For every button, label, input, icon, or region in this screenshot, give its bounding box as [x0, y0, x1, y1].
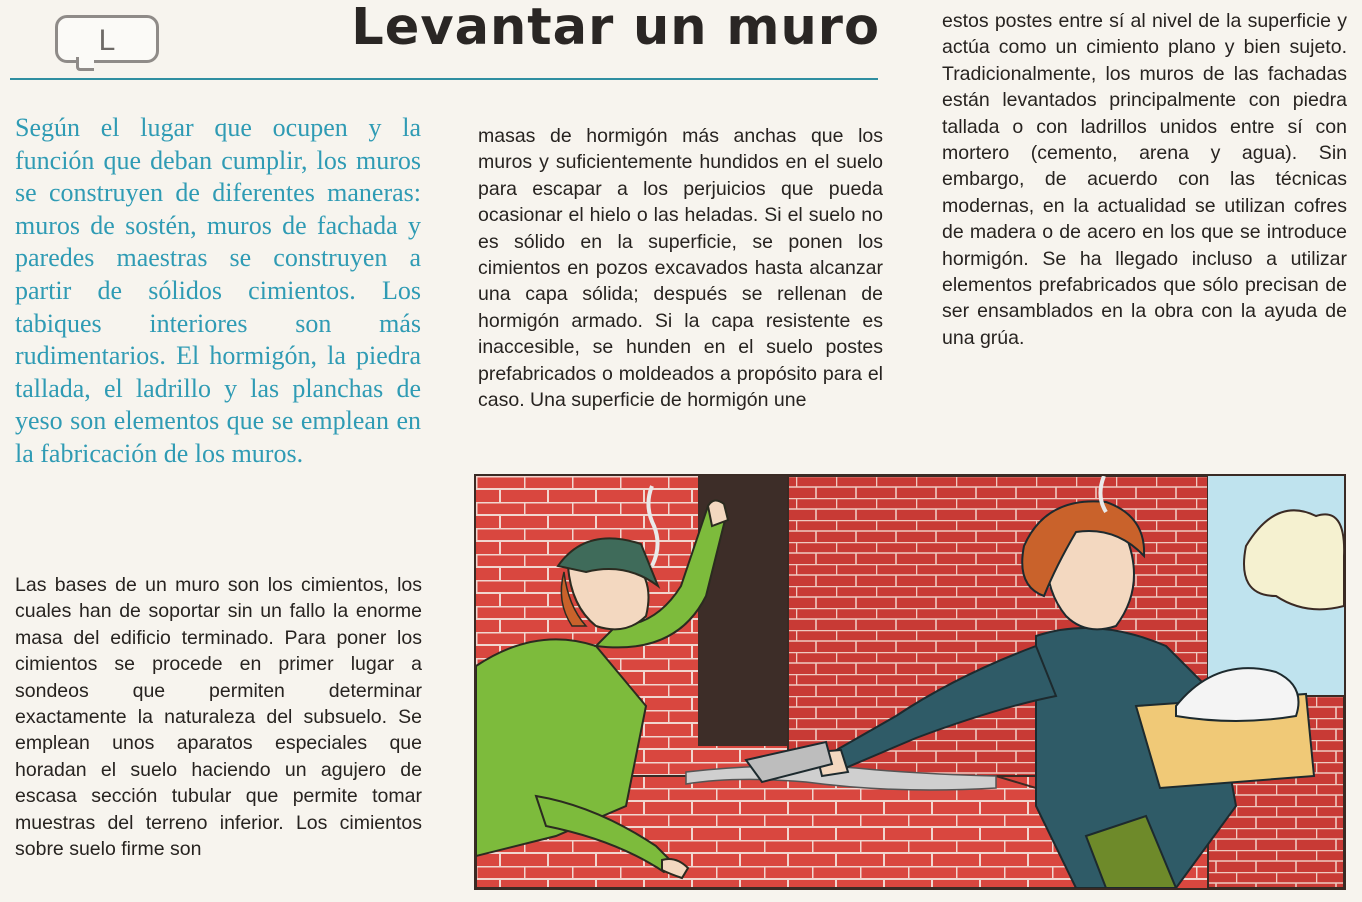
- section-letter-badge: [55, 15, 159, 63]
- page-title: Levantar un muro: [351, 0, 880, 57]
- intro-paragraph: Según el lugar que ocupen y la función que deban cumplir, los muros se construyen de diferentes maneras: muros de sostén, muros de fachada y paredes maestras se construyen a partir de sólidos cimientos. Los tabiques interiores son más rudimentarios. El hormigón, la piedra tallada, el ladrillo y las planchas de yeso son elementos que se emplean en la fabricación de los muros.: [15, 113, 421, 468]
- body-column-1: Las bases de un muro son los cimientos, los cuales han de soportar sin un fallo la enorme masa del edificio terminado. Para poner los cimientos se procede en primer lugar a sondeos que permiten determinar exactamente la naturaleza del subsuelo. Se emplean unos aparatos especiales que horadan el suelo haciendo un agujero de escasa sección tubular que permite tomar muestras del terreno inferior. Los cimientos sobre suelo firme son: [15, 574, 422, 861]
- badge-tail: [76, 57, 94, 71]
- body-column-3: estos postes entre sí al nivel de la superficie y actúa como un cimiento plano y bien sujeto. Tradicionalmente, los muros de las fachadas están levantados principalmente con piedra tallada o con ladrillos unidos entre sí con mortero (cemento, arena y agua). Sin embargo, de acuerdo con las técnicas modernas, en la actualidad se utilizan cofres de madera o de acero en los que se introduce hormigón. Se ha llegado incluso a utilizar elementos prefabricados que sólo precisan de ser ensamblados en la obra con la ayuda de una grúa.: [942, 10, 1347, 349]
- section-letter: L: [98, 24, 116, 57]
- body-column-2: masas de hormigón más anchas que los muros y suficientemente hundidos en el suelo para escapar a los perjuicios que pueda ocasionar el hielo o las heladas. Si el suelo no es sólido en la superficie, se ponen los cimientos en pozos excavados hasta alcanzar una capa sólida; después se rellenan de hormigón armado. Si la capa resistente es inaccesible, se hunden en el suelo postes prefabricados o moldeados a propósito para el caso. Una superficie de hormigón une: [478, 125, 883, 412]
- title-underline: [10, 78, 878, 80]
- illustration-canvas: [476, 476, 1344, 888]
- bricklayers-illustration: [474, 474, 1346, 890]
